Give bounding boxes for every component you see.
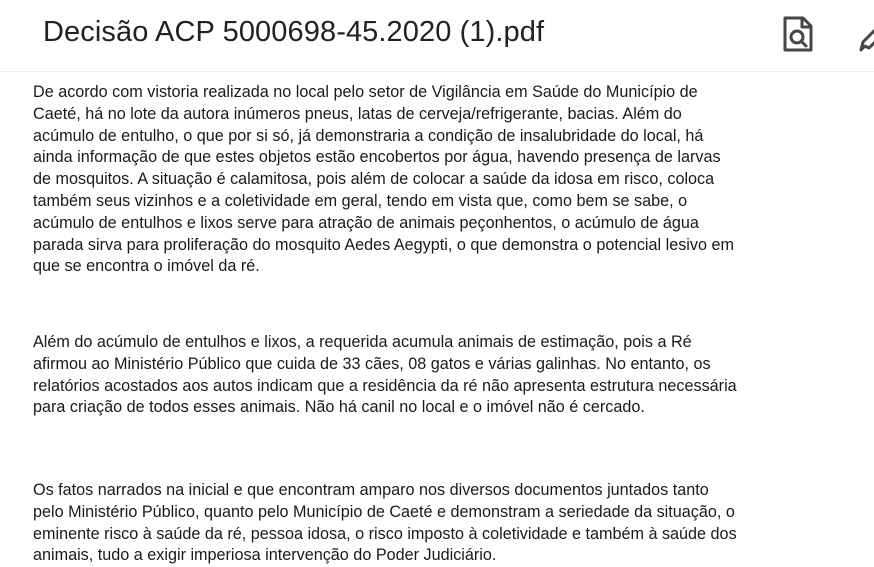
- paragraph-fatos: [33, 480, 823, 567]
- search-document-icon[interactable]: [781, 14, 815, 54]
- text-line: para criação de todos esses animais. Não há canil no local e o imóvel não é cercado.: [33, 398, 645, 417]
- text-line: relatórios acostados aos autos indicam que a residência da ré não apresenta estrutura necessária: [33, 376, 737, 395]
- text-line: acúmulo de entulho, o que por si só, já demonstraria a condição de insalubridade do local, há: [33, 126, 704, 145]
- text-line: também seus vizinhos e a coletividade em geral, tendo em vista que, como bem se sabe, o: [33, 191, 688, 210]
- text-line: acúmulo de entulhos e lixos serve para atração de animais peçonhentos, o acúmulo de água: [33, 213, 699, 232]
- text-line: Além do acúmulo de entulhos e lixos, a requerida acumula animais de estimação, pois a Ré: [33, 333, 692, 351]
- text-line: Os fatos narrados na inicial e que encontram amparo nos diversos documentos juntados tanto: [33, 481, 709, 499]
- document-title: Decisão ACP 5000698-45.2020 (1).pdf: [43, 16, 545, 48]
- text-line: De acordo com vistoria realizada no local pelo setor de Vigilância em Saúde do Município de: [33, 83, 698, 101]
- edit-pencil-icon[interactable]: [857, 14, 874, 54]
- text-line: que se encontra o imóvel da ré.: [33, 257, 260, 276]
- text-line: ainda informação de que estes objetos estão encobertos por água, havendo presença de larvas: [33, 148, 721, 167]
- paragraph-vistoria: [33, 82, 823, 278]
- viewer-toolbar: [0, 0, 874, 72]
- text-line: animais, tudo a exigir imperiosa intervenção do Poder Judiciário.: [33, 546, 497, 565]
- text-line: Caeté, há no lote da autora inúmeros pneus, latas de cerveja/refrigerante, bacias. Além do: [33, 104, 682, 123]
- text-line: afirmou ao Ministério Público que cuida de 33 cães, 08 gatos e várias galinhas. No entanto, os: [33, 354, 711, 373]
- text-line: parada sirva para proliferação do mosquito Aedes Aegypti, o que demonstra o potencial lesivo em: [33, 235, 734, 254]
- text-line: de mosquitos. A situação é calamitosa, pois além de colocar a saúde da idosa em risco, coloca: [33, 170, 715, 189]
- text-line: eminente risco à saúde da ré, pessoa idosa, o risco imposto à coletividade e também à saúde dos: [33, 524, 737, 543]
- paragraph-animais: [33, 332, 823, 419]
- text-line: pelo Ministério Público, quanto pelo Município de Caeté e demonstram a seriedade da situação, o: [33, 502, 735, 521]
